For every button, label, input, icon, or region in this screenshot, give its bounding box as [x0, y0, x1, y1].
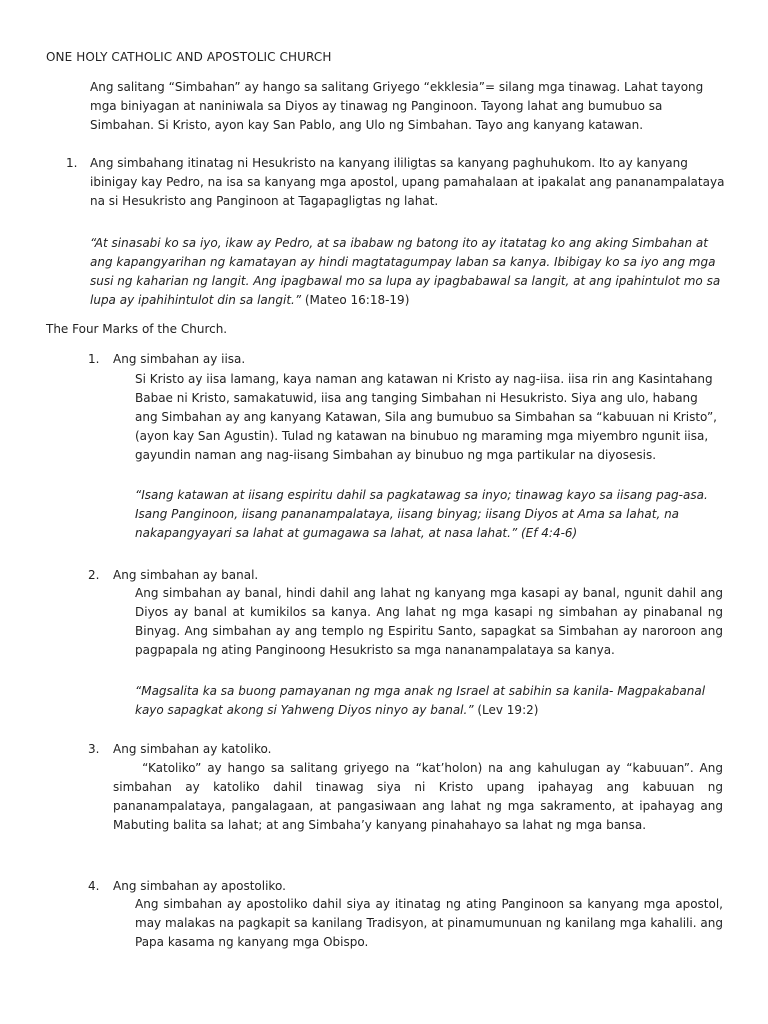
quote-text: “Magsalita ka sa buong pamayanan ng mga anak ng Israel at sabihin sa kanila- Magpakabanal kayo sapagkat akong si Yahweng Diyos ninyo ay banal.” — [135, 684, 706, 717]
mark-body-1: Si Kristo ay iisa lamang, kaya naman ang katawan ni Kristo ay nag-iisa. iisa rin ang Kasintahang Babae ni Kristo, samakatuwid, iisa ang tanging Simbahan ni Hesukristo. Siya ang ulo, habang ang Simbahan ay ang kanyang Katawan, Sila ang bumubuo sa Simbahan sa “kabuuan ni Kristo”, (ayon kay San Agustin). Tulad ng katawan na binubuo ng maraming mga miyembro ngunit iisa, gayundin naman ang nag-iisang Simbahan ay binubuo ng mga partikular na diyosesis. — [135, 372, 717, 462]
numbered-item-1 — [66, 154, 732, 211]
mark-body-3: “Katoliko” ay hango sa salitang griyego na “kat’holon) na ang kahulugan ay “kabuuan”. Ang simbahan ay katoliko dahil tinawag siya ni Kristo upang ipahayag ang kabuuan ng pananampalataya, pangalagaan, at pangasiwaan ang lahat ng mga sakramento, at ipahayag ang Mabuting balita sa lahat; at ang Simbaha’y kanyang pinahahayo sa lahat ng mga bansa. — [113, 761, 727, 832]
mark-number: 4. — [88, 879, 100, 893]
mark-title: Ang simbahan ay apostoliko. — [113, 879, 286, 893]
mark-number: 3. — [88, 742, 100, 756]
quote-text: “At sinasabi ko sa iyo, ikaw ay Pedro, at sa ibabaw ng batong ito ay itatatag ko ang aking Simbahan at ang kapangyarihan ng kamatayan ay hindi magtatagumpay laban sa kanya. Ibibigay ko sa iyo ang mga susi ng kaharian ng langit. Ang ipagbawal mo sa lupa ay ipagbabawal sa langit, at ang ipahintulot mo sa lupa ay ipahihintulot din sa langit.” — [90, 236, 721, 307]
mark-quote-1 — [135, 486, 723, 543]
mark-heading-1 — [88, 350, 246, 369]
mark-body-4: Ang simbahan ay apostoliko dahil siya ay itinatag ng ating Panginoon sa kanyang mga apostol, may malakas na pagkapit sa kanilang Tradisyon, at pinamumunuan ng kanilang mga kahalili. ang Papa kasama ng kanyang mga Obispo. — [135, 897, 723, 949]
section-heading: The Four Marks of the Church. — [46, 322, 228, 336]
mark-title: Ang simbahan ay katoliko. — [113, 742, 272, 756]
mark-title: Ang simbahan ay banal. — [113, 568, 259, 582]
mark-quote-2 — [135, 682, 723, 720]
quote-text: “Isang katawan at iisang espiritu dahil sa pagkatawag sa inyo; tinawag kayo sa iisang pag-asa. Isang Panginoon, iisang pananampalataya, iisang binyag; iisang Diyos at Ama sa lahat, na nakapangyayari sa lahat at gumagawa sa lahat, at nasa lahat.” (Ef 4:4-6) — [135, 488, 708, 540]
quote-reference: (Mateo 16:18-19) — [301, 293, 410, 307]
quote-reference: (Lev 19:2) — [473, 703, 539, 717]
mark-heading-4 — [88, 877, 286, 896]
mark-heading-2 — [88, 566, 259, 585]
scripture-quote — [90, 234, 732, 310]
mark-title: Ang simbahan ay iisa. — [113, 352, 246, 366]
item-text: Ang simbahang itinatag ni Hesukristo na kanyang ililigtas sa kanyang paghuhukom. Ito ay kanyang ibinigay kay Pedro, na isa sa kanyang mga apostol, upang pamahalaan at ipakalat ang pananampalataya na si Hesukristo ang Panginoon at Tagapagligtas ng lahat. — [90, 156, 725, 208]
mark-heading-3 — [88, 740, 272, 759]
mark-number: 2. — [88, 568, 100, 582]
item-number: 1. — [66, 156, 78, 170]
mark-body-2: Ang simbahan ay banal, hindi dahil ang lahat ng kanyang mga kasapi ay banal, ngunit dahil ang Diyos ay banal at kumikilos sa kanya. Ang lahat ng mga kasapi ng simbahan ay pinabanal ng Binyag. Ang simbahan ay ang templo ng Espiritu Santo, sapagkat sa Simbahan ay naroroon ang pagpapala ng ating Panginoong Hesukristo sa mga nananampalataya sa kanya. — [135, 586, 723, 657]
intro-paragraph: Ang salitang “Simbahan” ay hango sa salitang Griyego “ekklesia”= silang mga tinawag. Lahat tayong mga biniyagan at naniniwala sa Diyos ay tinawag ng Panginoon. Tayong lahat ang bumubuo sa Simbahan. Si Kristo, ayon kay San Pablo, ang Ulo ng Simbahan. Tayo ang kanyang katawan. — [90, 80, 704, 132]
mark-number: 1. — [88, 352, 100, 366]
document-title: ONE HOLY CATHOLIC AND APOSTOLIC CHURCH — [46, 50, 332, 64]
